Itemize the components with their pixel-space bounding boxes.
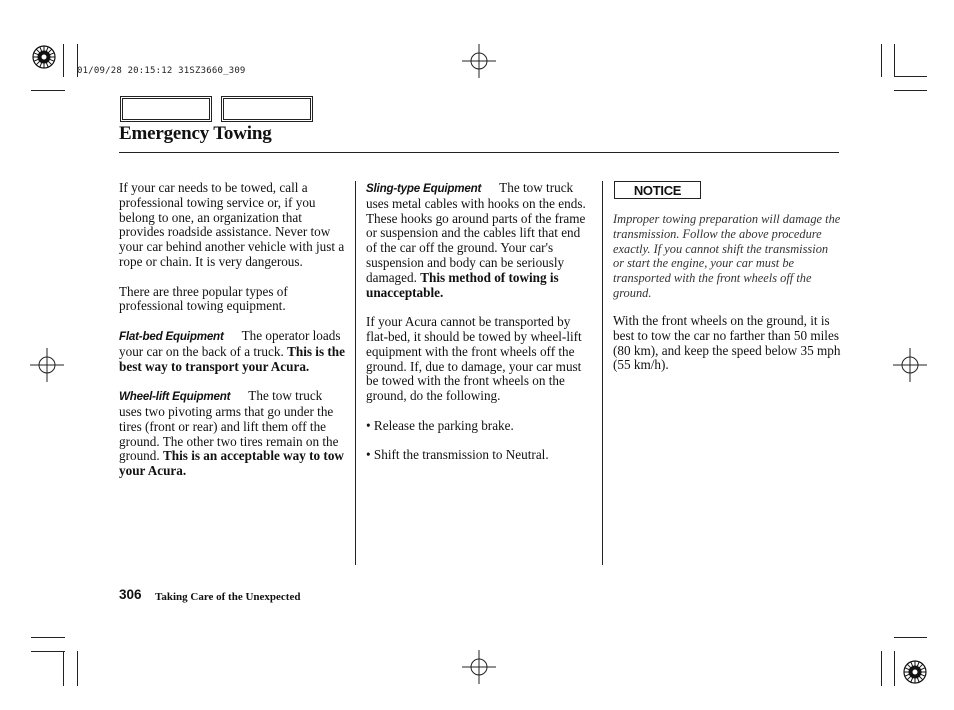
sling-bold: This method of towing is unacceptable.	[366, 269, 559, 300]
registration-mark-left	[30, 348, 64, 382]
wheellift-bold: This is an acceptable way to tow your Acura.	[119, 448, 344, 479]
section-name[interactable]: Taking Care of the Unexpected	[155, 591, 301, 603]
notice-text: Improper towing preparation will damage the transmission. Follow the above procedure exactly. If you cannot shift the transmission or start the engine, your car must be transported with the front wheels off the ground.	[613, 212, 841, 300]
registration-mark-bottom	[462, 650, 496, 684]
wheellift-paragraph	[119, 389, 347, 479]
sling-heading: Sling-type Equipment	[366, 182, 482, 195]
flatbed-paragraph	[119, 329, 347, 374]
registration-mark-right	[893, 348, 927, 382]
sling-text: The tow truck uses metal cables with hooks on the ends. These hooks go around parts of the frame or suspension and the cables lift that end of the car off the ground. Your car's suspension and body can be seriously damaged.	[366, 180, 586, 285]
nav-box-main-menu[interactable]	[120, 96, 212, 122]
color-target-icon	[32, 45, 56, 69]
flatbed-text: The operator loads your car on the back of a truck.	[119, 327, 341, 359]
procedure-list	[366, 419, 592, 463]
notice-label: NOTICE	[614, 181, 701, 199]
wheellift-heading: Wheel-lift Equipment	[119, 390, 231, 404]
registration-mark-top	[462, 44, 496, 78]
column-divider	[602, 181, 603, 565]
page-number: 306	[119, 587, 142, 602]
flatbed-bold: This is the best way to transport your Acura.	[119, 343, 345, 374]
flatbed-heading: Flat-bed Equipment	[119, 329, 224, 343]
page-title: Emergency Towing	[119, 123, 272, 144]
print-stamp: 01/09/28 20:15:12 31SZ3660_309	[77, 66, 246, 76]
types-intro-paragraph: There are three popular types of professional towing equipment.	[119, 283, 288, 314]
color-target-icon	[903, 660, 927, 684]
list-item: • Release the parking brake.	[366, 417, 514, 433]
column-1	[119, 181, 347, 494]
column-2	[366, 181, 592, 478]
sling-paragraph	[366, 181, 592, 300]
title-rule	[119, 152, 839, 153]
intro-paragraph: If your car needs to be towed, call a professional towing service or, if you belong to one, an organization that provides roadside assistance. Never tow your car behind another vehicle with just a rope or chain. It is very dangerous.	[119, 180, 345, 269]
cannot-transport-paragraph: If your Acura cannot be transported by flat-bed, it should be towed by wheel-lift equipment with the front wheels off the ground. If, due to damage, your car must be towed with the front wheels on the ground, do the following.	[366, 314, 582, 404]
wheellift-text: The tow truck uses two pivoting arms that go under the tires (front or rear) and lift them off the ground. The other two tires remain on the ground.	[119, 388, 339, 464]
column-divider	[355, 181, 356, 565]
list-item: • Shift the transmission to Neutral.	[366, 447, 549, 463]
nav-box-index[interactable]	[221, 96, 313, 122]
towing-distance-paragraph: With the front wheels on the ground, it is best to tow the car no farther than 50 miles (80 km), and keep the speed below 35 mph (55 km/h).	[613, 313, 841, 373]
